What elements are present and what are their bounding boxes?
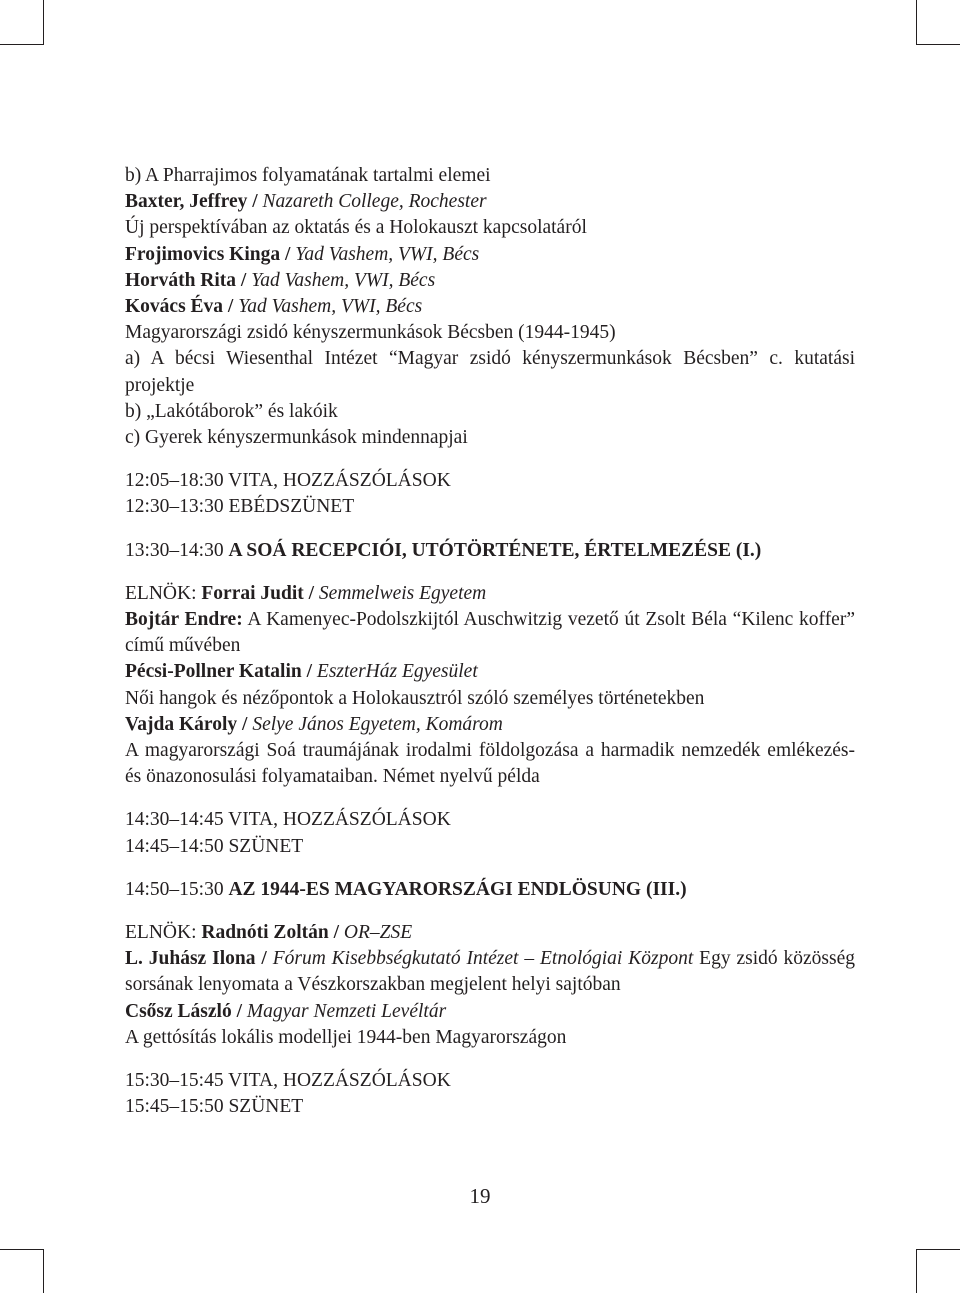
speaker-institution: EszterHáz Egyesület [316, 661, 478, 683]
speaker-name: Vajda Károly / [125, 713, 248, 735]
chair-line [125, 920, 855, 946]
speaker-institution: Yad Vashem, VWI, Bécs [238, 296, 423, 318]
talk-title: A magyarországi Soá traumájának irodalmi földolgozása a harmadik nemzedék emlékezés- és önazonosulási folyamataiban. Német nyelvű példa [125, 740, 855, 788]
speaker-name: Baxter, Jeffrey / [125, 191, 258, 213]
speaker-name: Bojtár Endre: [125, 609, 243, 631]
talk-subtitle: b) A Pharrajimos folyamatának tartalmi elemei [125, 165, 491, 186]
speaker-institution: Yad Vashem, VWI, Bécs [295, 243, 480, 265]
session-title: AZ 1944-ES MAGYARORSZÁGI ENDLÖSUNG (III.) [228, 878, 687, 900]
speaker-institution: Fórum Kisebbségkutató Intézet – Etnológiai Központ [272, 948, 694, 970]
talk-title: Egy zsidó közösség sorsának lenyomata a Vészkorszakban megjelent helyi sajtóban [125, 948, 856, 996]
speaker-line [125, 242, 855, 268]
crop-mark-bottom-left-h [0, 1249, 44, 1250]
chair-name: Forrai Judit / [201, 582, 315, 604]
chair-line [125, 581, 855, 607]
chair-name: Radnóti Zoltán / [201, 922, 339, 944]
session-heading [125, 538, 855, 564]
crop-mark-bottom-right-h [916, 1249, 960, 1250]
talk-subtitle: c) Gyerek kényszermunkások mindennapjai [125, 427, 468, 449]
talk-title: Új perspektívában az oktatás és a Holokauszt kapcsolatáról [125, 217, 587, 239]
talk-subtitle: b) „Lakótáborok” és lakóik [125, 400, 338, 422]
talk-title: Magyarországi zsidó kényszermunkások Bécsben (1944-1945) [125, 322, 616, 344]
crop-mark-top-left-h [0, 44, 44, 45]
speaker-line [125, 189, 855, 215]
schedule-item: 15:45–15:50 SZÜNET [125, 1096, 304, 1118]
talk-title: Női hangok és nézőpontok a Holokausztról szóló személyes történetekben [125, 687, 705, 709]
talk-entry [125, 946, 855, 998]
chair-institution: OR–ZSE [343, 922, 413, 944]
schedule-item: 15:30–15:45 VITA, HOZZÁSZÓLÁSOK [125, 1070, 451, 1092]
chair-label: ELNÖK: [125, 922, 197, 944]
speaker-institution: Selye János Egyetem, Komárom [252, 713, 503, 735]
speaker-line [125, 712, 855, 738]
talk-subtitle: a) A bécsi Wiesenthal Intézet “Magyar zsidó kényszermunkások Bécsben” c. kutatási projektje [125, 348, 855, 396]
speaker-name: Kovács Éva / [125, 296, 234, 318]
speaker-line [125, 659, 855, 685]
chair-institution: Semmelweis Egyetem [318, 582, 487, 604]
session-time: 13:30–14:30 [125, 539, 224, 561]
session-heading [125, 877, 855, 903]
speaker-name: Frojimovics Kinga / [125, 243, 291, 265]
speaker-line [125, 268, 855, 294]
speaker-institution: Yad Vashem, VWI, Bécs [251, 269, 436, 291]
schedule-item: 14:30–14:45 VITA, HOZZÁSZÓLÁSOK [125, 809, 451, 831]
speaker-name: Pécsi-Pollner Katalin / [125, 661, 313, 683]
speaker-institution: Magyar Nemzeti Levéltár [246, 1000, 447, 1022]
page-number: 19 [469, 1184, 491, 1208]
session-title: A SOÁ RECEPCIÓI, UTÓTÖRTÉNETE, ÉRTELMEZÉSE (I.) [228, 539, 762, 561]
schedule-item: 12:30–13:30 EBÉDSZÜNET [125, 496, 355, 518]
crop-mark-bottom-left-v [43, 1249, 44, 1293]
crop-mark-top-right-v [916, 0, 917, 45]
speaker-line [125, 294, 855, 320]
schedule-item: 12:05–18:30 VITA, HOZZÁSZÓLÁSOK [125, 470, 451, 492]
crop-mark-top-right-h [916, 44, 960, 45]
schedule-item: 14:45–14:50 SZÜNET [125, 835, 304, 857]
speaker-name: Csősz László / [125, 1000, 242, 1022]
crop-mark-top-left-v [43, 0, 44, 45]
speaker-line [125, 999, 855, 1025]
chair-label: ELNÖK: [125, 582, 197, 604]
crop-mark-bottom-right-v [916, 1249, 917, 1293]
speaker-name: Horváth Rita / [125, 269, 247, 291]
speaker-institution: Nazareth College, Rochester [262, 191, 487, 213]
talk-title: A Kamenyec-Podolszkijtól Auschwitzig vezető út Zsolt Béla “Kilenc koffer” című művében [125, 609, 855, 657]
speaker-name: L. Juhász Ilona / [125, 948, 267, 970]
talk-title: A gettósítás lokális modelljei 1944-ben Magyarországon [125, 1026, 567, 1048]
session-time: 14:50–15:30 [125, 878, 224, 900]
talk-entry [125, 607, 855, 659]
program-page [125, 163, 855, 1121]
